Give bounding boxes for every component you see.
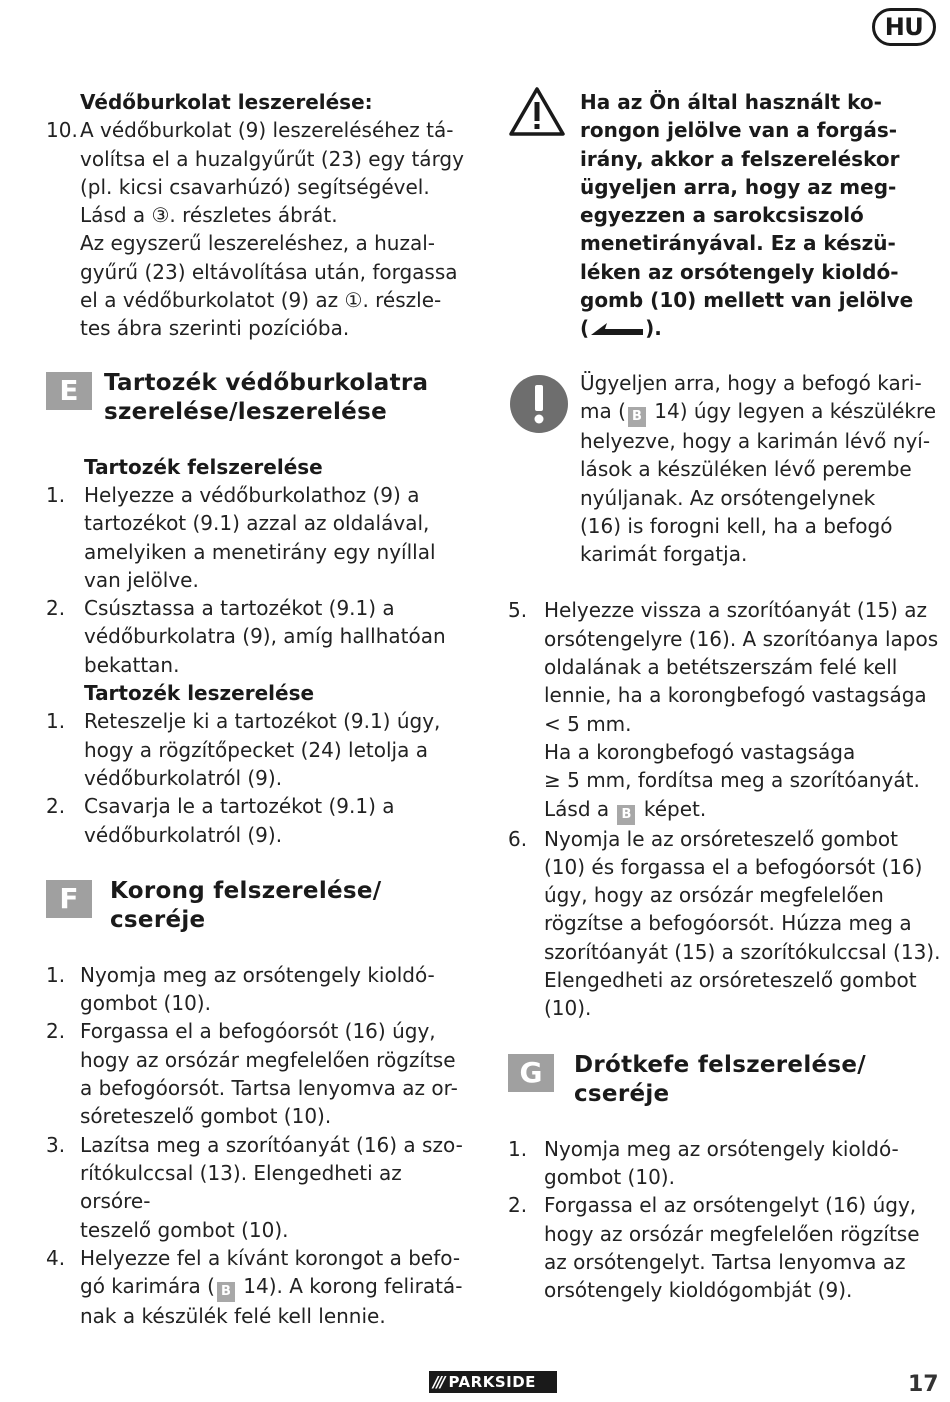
step-text: Csavarja le a tartozékot (9.1) a védőburkolatról (9). (84, 794, 395, 847)
step-number: 2. (508, 1193, 528, 1218)
step-text: Nyomja meg az orsótengely kioldó- gombot (10). (80, 962, 435, 1016)
figure-b-icon: B (217, 1282, 235, 1302)
subheading-accessory-removal: Tartozék leszerelése (84, 681, 315, 706)
text-line: el a védőburkolatot (9) az ①. részle- (80, 288, 442, 313)
step-r5 (508, 596, 942, 824)
subheading-guard-removal: Védőburkolat leszerelése: (80, 90, 373, 114)
step-number: 5. (508, 598, 528, 623)
section-e-title: Tartozék védőburkolatra szerelése/leszerelése (104, 369, 429, 425)
page-number: 17 (908, 1372, 939, 1397)
language-badge: HU (872, 8, 936, 46)
step-number: 1. (508, 1136, 528, 1161)
right-column (508, 88, 942, 1304)
step-text: Forgassa el az orsótengelyt (16) úgy, hogy az orsózár megfelelően rögzítse az orsótengelyt. Tartsa lenyomva az orsótengely kioldógombját (9). (544, 1193, 920, 1303)
warning-triangle-icon (508, 88, 580, 343)
exclamation-circle-icon (508, 369, 580, 569)
caution-notice (508, 369, 942, 569)
step-number: 3. (46, 1132, 66, 1157)
text-line: A védőburkolat (9) leszereléséhez tá- (80, 118, 454, 143)
step-number: 2. (46, 794, 66, 819)
step-text: Nyomja meg az orsótengely kioldó- gombot (10). (544, 1136, 899, 1189)
circled-1-icon: ① (344, 288, 363, 313)
step-number: 6. (508, 826, 528, 851)
step-e1 (46, 481, 476, 594)
text-line: Az egyszerű leszereléshez, a huzal- (80, 231, 435, 256)
step-f3 (46, 1131, 476, 1244)
step-number: 1. (46, 962, 66, 987)
text-line: Lásd a ③. részletes ábrát. (80, 203, 338, 228)
text-line: tes ábra szerinti pozícióba. (80, 316, 350, 341)
step-text: Forgassa el a befogóorsót (16) úgy, hogy az orsózár megfelelően rögzítse a befogóorsót. Tartsa lenyomva az or- sóreteszelő gombot (10). (80, 1019, 458, 1129)
section-f-heading (46, 877, 476, 935)
step-e3 (46, 707, 476, 792)
section-letter-g: G (508, 1054, 554, 1092)
step-number: 4. (46, 1245, 66, 1270)
section-g-heading (508, 1051, 942, 1109)
step-f4 (46, 1244, 476, 1331)
section-e-heading (46, 369, 476, 427)
section-f-title: Korong felszerelése/ cseréje (110, 877, 382, 933)
warning-notice (508, 88, 942, 343)
figure-b-icon: B (617, 805, 635, 825)
step-text: Helyezze a védőburkolathoz (9) a tartozékot (9.1) azzal az oldalával, amelyiken a menetirány egy nyíllal van jelölve. (84, 482, 436, 592)
step-10 (46, 116, 476, 342)
step-e2 (46, 594, 476, 679)
text-line: gyűrű (23) eltávolítása után, forgassa (80, 259, 458, 284)
figure-b-icon: B (628, 407, 646, 427)
step-text: Reteszelje ki a tartozékot (9.1) úgy, hogy a rögzítőpecket (24) letolja a védőburkolatról (9). (84, 709, 441, 790)
parkside-logo (429, 1371, 557, 1393)
logo-brand: PARKSIDE (448, 1373, 536, 1391)
left-column (46, 88, 476, 1330)
step-number: 1. (46, 709, 66, 734)
section-letter-e: E (46, 372, 92, 410)
step-f1 (46, 961, 476, 1018)
rotation-arrow-icon (589, 316, 645, 332)
step-number: 2. (46, 596, 66, 621)
logo-slashes: /// (433, 1373, 444, 1391)
section-g-title: Drótkefe felszerelése/ cseréje (574, 1051, 866, 1107)
step-number: 10. (46, 118, 78, 143)
step-text: Helyezze fel a kívánt korongot a befo- gó karimára ( B 14). A korong feliratá- nak a készülék felé kell lennie. (80, 1245, 463, 1329)
step-text: Csúsztassa a tartozékot (9.1) a védőburkolatra (9), amíg hallhatóan bekattan. (84, 596, 446, 677)
text-line: volítsa el a huzalgyűrűt (23) egy tárgy (80, 146, 464, 171)
step-text: Lazítsa meg a szorítóanyát (16) a szo- rítókulccsal (13). Elengedheti az orsóre- teszelő gombot (10). (80, 1132, 463, 1242)
step-g2 (508, 1191, 942, 1304)
circled-3-icon: ③ (151, 203, 170, 228)
step-text (80, 116, 476, 342)
step-number: 1. (46, 482, 66, 507)
step-text: Helyezze vissza a szorítóanyát (15) az orsótengelyre (16). A szorítóanya lapos oldalának a betétszerszám felé kell lennie, ha a korongbefogó vastagsága < 5 mm. Ha a korongbefogó vastagsága ≥ 5 mm, fordítsa meg a szorítóanyát. Lásd a B képet. (544, 596, 942, 824)
step-r6 (508, 825, 942, 1023)
text-line: (pl. kicsi csavarhúzó) segítségével. (80, 174, 430, 199)
caution-text: Ügyeljen arra, hogy a befogó kari- ma ( B 14) úgy legyen a készülékre helyezve, hogy a karimán lévő nyí- lások a készüléken lévő perembe nyúljanak. Az orsótengelynek (16) is forogni kell, ha a befogó karimát forgatja. (580, 370, 937, 567)
warning-text: Ha az Ön által használt ko- rongon jelölve van a forgás- irány, akkor a felszereléskor ügyeljen arra, hogy az meg- egyezzen a sarokcsiszoló menetirányával. Ez a készü- léken az orsótengely kioldó- gomb (10) mellett van jelölve ( ). (580, 90, 914, 341)
step-e4 (46, 792, 476, 849)
step-text: Nyomja le az orsóreteszelő gombot (10) és forgassa el a befogóorsót (16) úgy, hogy az orsózár megfelelően rögzítse a befogóorsót. Húzza meg a szorítóanyát (15) a szorítókulccsal (13). Elengedheti az orsóreteszelő gombot (10). (544, 826, 941, 1021)
section-letter-f: F (46, 880, 92, 918)
step-f2 (46, 1017, 476, 1130)
step-g1 (508, 1135, 942, 1192)
subheading-accessory-mount: Tartozék felszerelése (84, 454, 323, 479)
step-number: 2. (46, 1019, 66, 1044)
